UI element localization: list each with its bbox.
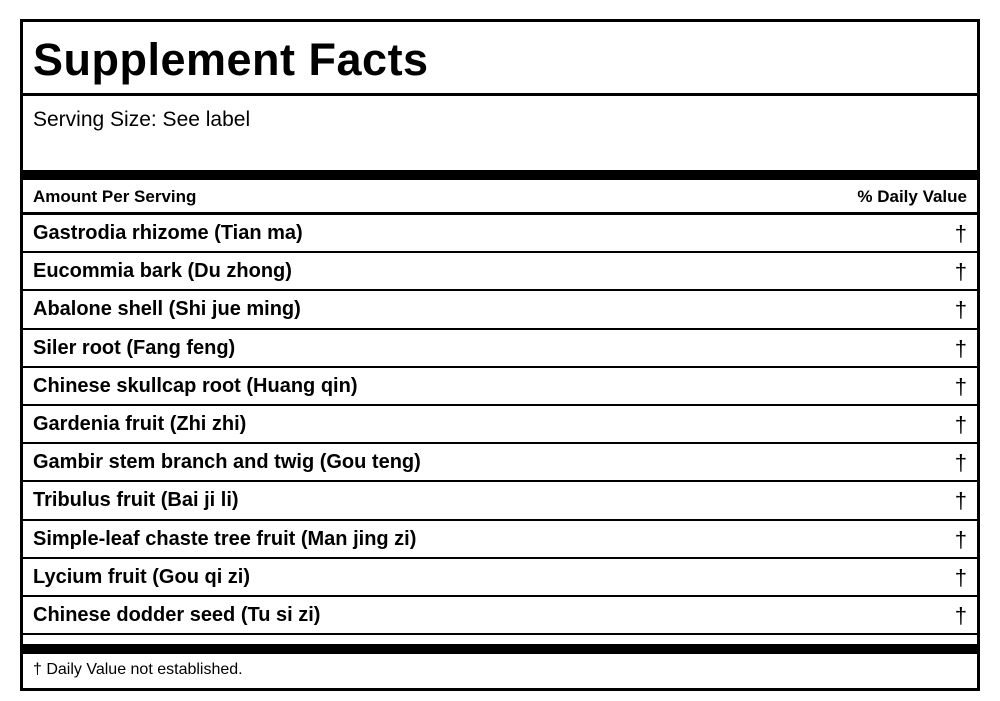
ingredient-name: Chinese skullcap root (Huang qin) bbox=[33, 374, 358, 397]
ingredient-row bbox=[23, 330, 977, 368]
daily-value-dagger: † bbox=[954, 488, 967, 514]
ingredient-name: Lycium fruit (Gou qi zi) bbox=[33, 565, 251, 588]
ingredient-row bbox=[23, 215, 977, 253]
ingredient-row bbox=[23, 253, 977, 291]
daily-value-dagger: † bbox=[954, 297, 967, 323]
footnote: † Daily Value not established. bbox=[33, 661, 243, 678]
daily-value-header: % Daily Value bbox=[857, 187, 967, 206]
ingredient-list bbox=[23, 215, 977, 635]
ingredient-row bbox=[23, 368, 977, 406]
ingredient-name: Eucommia bark (Du zhong) bbox=[33, 260, 292, 283]
ingredient-name: Tribulus fruit (Bai ji li) bbox=[33, 489, 239, 512]
amount-per-serving-header: Amount Per Serving bbox=[33, 187, 197, 206]
ingredient-row bbox=[23, 406, 977, 444]
ingredient-name: Simple-leaf chaste tree fruit (Man jing zi) bbox=[33, 527, 417, 550]
ingredient-row bbox=[23, 559, 977, 597]
daily-value-dagger: † bbox=[954, 450, 967, 476]
ingredient-name: Gastrodia rhizome (Tian ma) bbox=[33, 222, 303, 244]
ingredient-name: Abalone shell (Shi jue ming) bbox=[33, 298, 301, 321]
thick-divider-top bbox=[23, 170, 977, 180]
ingredient-name: Gardenia fruit (Zhi zhi) bbox=[33, 412, 247, 435]
daily-value-dagger: † bbox=[954, 373, 967, 399]
daily-value-dagger: † bbox=[954, 259, 967, 285]
ingredient-row bbox=[23, 444, 977, 482]
thick-divider-bottom bbox=[23, 644, 977, 654]
daily-value-dagger: † bbox=[954, 564, 967, 590]
ingredient-name: Gambir stem branch and twig (Gou teng) bbox=[33, 451, 421, 474]
ingredient-name: Chinese dodder seed (Tu si zi) bbox=[33, 603, 321, 626]
serving-size-row bbox=[23, 96, 977, 170]
title-row bbox=[23, 22, 977, 96]
daily-value-dagger: † bbox=[954, 411, 967, 437]
daily-value-dagger: † bbox=[954, 221, 967, 246]
daily-value-dagger: † bbox=[954, 335, 967, 361]
ingredient-row bbox=[23, 597, 977, 635]
column-header-row bbox=[23, 180, 977, 215]
daily-value-dagger: † bbox=[954, 526, 967, 552]
ingredient-name: Siler root (Fang feng) bbox=[33, 336, 236, 359]
ingredient-row bbox=[23, 521, 977, 559]
serving-size-text: Serving Size: See label bbox=[33, 108, 251, 131]
daily-value-dagger: † bbox=[954, 602, 967, 628]
ingredient-row bbox=[23, 291, 977, 329]
ingredient-row bbox=[23, 482, 977, 520]
supplement-facts-label bbox=[20, 19, 980, 691]
label-title: Supplement Facts bbox=[33, 34, 429, 85]
